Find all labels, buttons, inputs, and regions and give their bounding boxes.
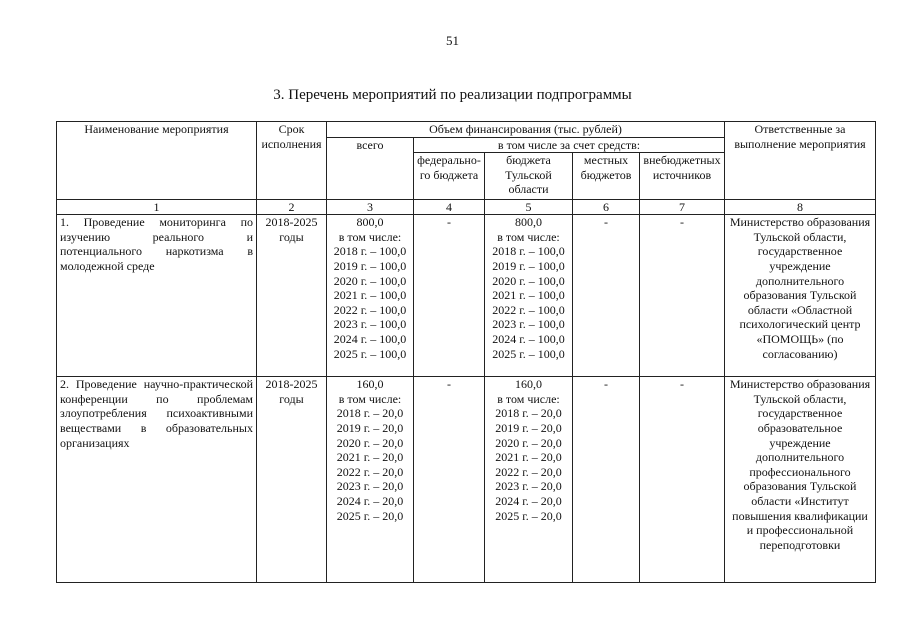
header-financing: Объем финансирования (тыс. рублей) bbox=[327, 122, 725, 138]
activities-table bbox=[56, 121, 876, 583]
activity-regional bbox=[485, 215, 573, 377]
amount-line: 2024 г. – 20,0 bbox=[495, 493, 562, 508]
amount-line: 2023 г. – 100,0 bbox=[333, 317, 407, 332]
amount-line: в том числе: bbox=[497, 229, 560, 244]
activity-name: 1. Проведение мониторинга по изучению реального и потенциального наркотизма в молодежной среде bbox=[57, 215, 257, 377]
amount-line: 2023 г. – 100,0 bbox=[492, 317, 565, 332]
amount-line: 160,0 bbox=[515, 377, 542, 392]
amount-line: 2018 г. – 100,0 bbox=[492, 244, 565, 259]
column-number: 7 bbox=[640, 200, 725, 215]
header-federal: федерально-го бюджета bbox=[414, 153, 485, 200]
amount-line: 2025 г. – 20,0 bbox=[495, 508, 562, 523]
amount-line: 2019 г. – 100,0 bbox=[492, 258, 565, 273]
activity-extra: - bbox=[640, 215, 725, 377]
amount-line: 2021 г. – 100,0 bbox=[333, 288, 407, 303]
column-numbers-row bbox=[57, 200, 876, 215]
activity-name: 2. Проведение научно-практической конференции по проблемам злоупотребления психоактивными веществами в образовательных организациях bbox=[57, 377, 257, 583]
amount-line: 2021 г. – 100,0 bbox=[492, 288, 565, 303]
amount-line: 2019 г. – 20,0 bbox=[336, 420, 404, 435]
amount-line: 2023 г. – 20,0 bbox=[495, 479, 562, 494]
amount-line: 160,0 bbox=[356, 377, 384, 392]
amount-line: 2022 г. – 100,0 bbox=[492, 302, 565, 317]
activity-responsible: Министерство образования Тульской области, государственное образовательное учреждение дополнительного профессионального образования Тульской области «Институт повышения квалификации и профессиональной переподготовки bbox=[725, 377, 876, 583]
column-number: 8 bbox=[725, 200, 876, 215]
amount-line: 2018 г. – 100,0 bbox=[333, 244, 407, 259]
table-row bbox=[57, 377, 876, 583]
header-name: Наименование мероприятия bbox=[57, 122, 257, 200]
header-total: всего bbox=[327, 137, 414, 200]
activity-extra: - bbox=[640, 377, 725, 583]
column-number: 4 bbox=[414, 200, 485, 215]
activity-local: - bbox=[573, 215, 640, 377]
amount-line: 2020 г. – 100,0 bbox=[333, 273, 407, 288]
column-number: 5 bbox=[485, 200, 573, 215]
activity-local: - bbox=[573, 377, 640, 583]
amount-line: 2023 г. – 20,0 bbox=[336, 479, 404, 494]
column-number: 6 bbox=[573, 200, 640, 215]
amount-line: 2019 г. – 20,0 bbox=[495, 420, 562, 435]
amount-line: 2020 г. – 20,0 bbox=[336, 435, 404, 450]
activity-total bbox=[327, 377, 414, 583]
amount-line: 2021 г. – 20,0 bbox=[336, 450, 404, 465]
amount-line: в том числе: bbox=[338, 391, 402, 406]
activity-total bbox=[327, 215, 414, 377]
amount-line: 2018 г. – 20,0 bbox=[495, 406, 562, 421]
amount-line: 2024 г. – 100,0 bbox=[492, 331, 565, 346]
amount-line: 2022 г. – 20,0 bbox=[495, 464, 562, 479]
column-number: 3 bbox=[327, 200, 414, 215]
column-number: 2 bbox=[257, 200, 327, 215]
activity-federal: - bbox=[414, 215, 485, 377]
amount-line: 2018 г. – 20,0 bbox=[336, 406, 404, 421]
activity-responsible: Министерство образования Тульской области, государственное учреждение дополнительного образования Тульской области «Областной психологический центр «ПОМОЩЬ» (по согласованию) bbox=[725, 215, 876, 377]
amount-line: 2025 г. – 20,0 bbox=[336, 508, 404, 523]
column-number: 1 bbox=[57, 200, 257, 215]
header-row-1 bbox=[57, 122, 876, 138]
amount-line: 2024 г. – 20,0 bbox=[336, 493, 404, 508]
page-number: 51 bbox=[446, 33, 459, 48]
activity-federal: - bbox=[414, 377, 485, 583]
amount-line: 2019 г. – 100,0 bbox=[333, 258, 407, 273]
header-including-sources: в том числе за счет средств: bbox=[414, 137, 725, 153]
header-regional: бюджета Тульской области bbox=[485, 153, 573, 200]
section-title: 3. Перечень мероприятий по реализации подпрограммы bbox=[273, 87, 632, 103]
amount-line: 800,0 bbox=[515, 215, 542, 230]
header-extra: внебюджетных источников bbox=[640, 153, 725, 200]
amount-line: 2020 г. – 100,0 bbox=[492, 273, 565, 288]
amount-line: 2021 г. – 20,0 bbox=[495, 450, 562, 465]
activity-term: 2018-2025 годы bbox=[257, 377, 327, 583]
header-term: Срок исполнения bbox=[257, 122, 327, 200]
amount-line: 2022 г. – 100,0 bbox=[333, 302, 407, 317]
activity-term: 2018-2025 годы bbox=[257, 215, 327, 377]
amount-line: 2025 г. – 100,0 bbox=[492, 346, 565, 361]
table-row bbox=[57, 215, 876, 377]
header-responsible: Ответственные за выполнение мероприятия bbox=[725, 122, 876, 200]
header-local: местных бюджетов bbox=[573, 153, 640, 200]
activity-regional bbox=[485, 377, 573, 583]
amount-line: 2024 г. – 100,0 bbox=[333, 331, 407, 346]
amount-line: 800,0 bbox=[356, 215, 384, 230]
amount-line: 2020 г. – 20,0 bbox=[495, 435, 562, 450]
amount-line: в том числе: bbox=[497, 391, 560, 406]
amount-line: в том числе: bbox=[338, 229, 402, 244]
amount-line: 2022 г. – 20,0 bbox=[336, 464, 404, 479]
amount-line: 2025 г. – 100,0 bbox=[333, 346, 407, 361]
